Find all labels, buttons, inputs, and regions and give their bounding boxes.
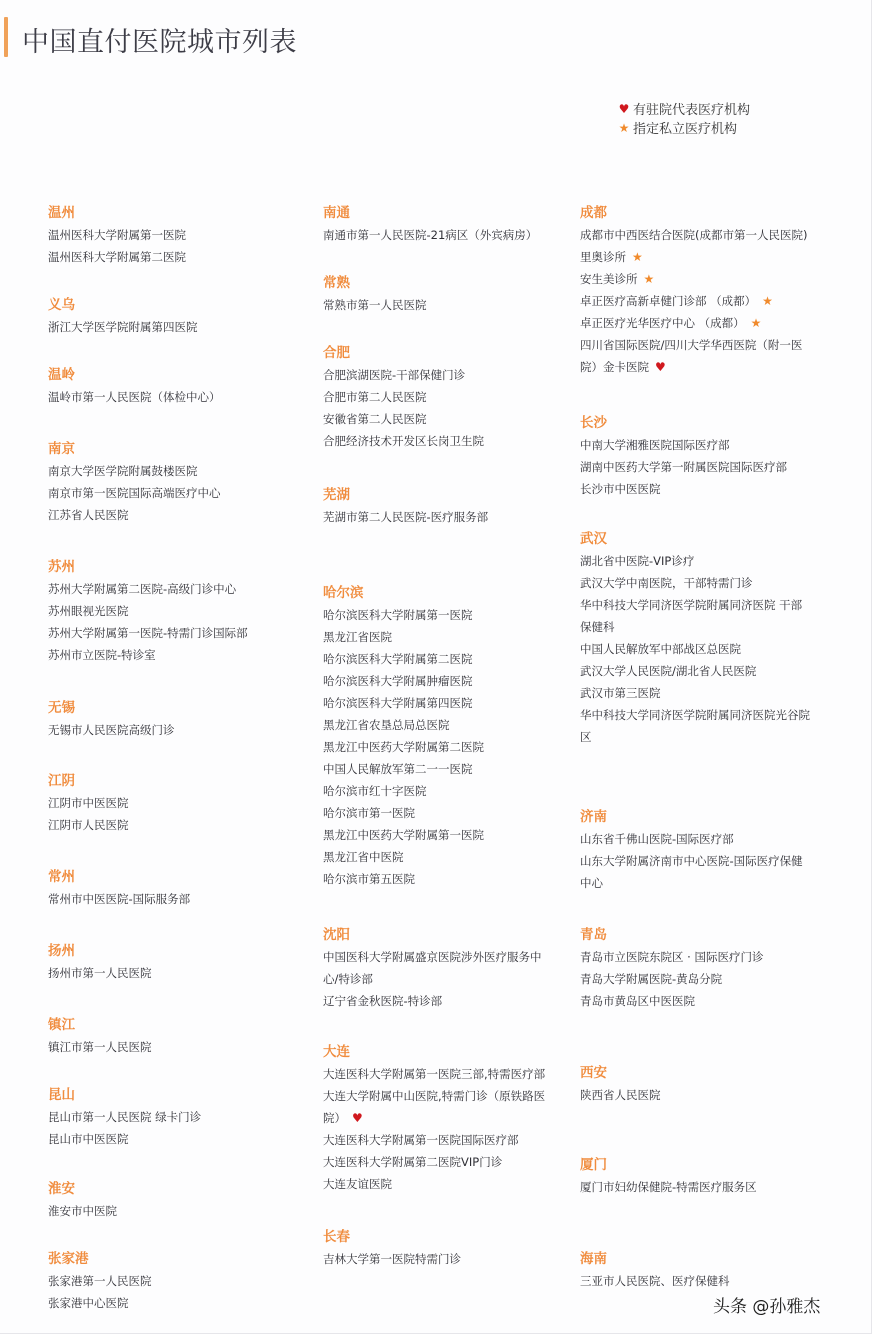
watermark: 头条 @孙雅杰 [713,1297,821,1317]
hospital-name: 哈尔滨医科大学附属第四医院 [323,696,473,710]
city-heading: 芜湖 [323,487,350,503]
hospital-list-item [323,968,542,990]
city-heading: 济南 [580,809,607,825]
hospital-list-item [323,846,484,868]
city-section [48,294,198,338]
hospital-name: 温州医科大学附属第一医院 [48,228,186,242]
city-section [48,770,129,836]
hospital-list-item [323,802,484,824]
hospital-name: 南通市第一人民医院-21病区（外宾病房） [323,228,538,242]
city-heading: 常熟 [323,275,350,291]
hospital-name: 安徽省第二人民医院 [323,412,427,426]
city-heading: 南通 [323,205,350,221]
hospital-list-item [580,1270,730,1292]
hospital-list-item [580,550,810,572]
hospital-list-item [580,1176,757,1198]
hospital-name: 吉林大学第一医院特需门诊 [323,1252,461,1266]
hospital-list-item [48,622,248,644]
hospital-name: 浙江大学医学院附属第四医院 [48,320,198,334]
city-heading: 沈阳 [323,927,350,943]
hospital-list-item [48,386,221,408]
hospital-name: 心/特诊部 [323,972,373,986]
hospital-name: 区 [580,730,592,744]
hospital-name: 昆山市第一人民医院 绿卡门诊 [48,1110,202,1124]
hospital-name: 哈尔滨医科大学附属肿瘤医院 [323,674,473,688]
legend-label: 指定私立医疗机构 [633,122,738,137]
hospital-list-item [323,604,484,626]
hospital-name: 黑龙江省中医院 [323,850,404,864]
city-section [580,1154,757,1198]
city-heading: 哈尔滨 [323,585,364,601]
city-section [580,528,810,748]
hospital-list-item [580,1084,661,1106]
hospital-list-item [323,430,484,452]
hospital-list-item [48,1128,201,1150]
hospital-name: 江阴市人民医院 [48,818,129,832]
hospital-name: 山东省千佛山医院-国际医疗部 [580,832,734,846]
city-section [48,1248,152,1314]
city-section [323,272,427,316]
city-section [48,697,175,741]
hospital-list-item [580,946,763,968]
hospital-list-item [48,814,129,836]
hospital-list-item [580,434,787,456]
hospital-list-item [580,828,803,850]
hospital-list-item [323,1173,545,1195]
star-icon: ★ [632,250,643,264]
star-icon: ★ [762,294,773,308]
hospital-name: 青岛大学附属医院-黄岛分院 [580,972,723,986]
hospital-name: 哈尔滨市红十字医院 [323,784,427,798]
hospital-name: 哈尔滨医科大学附属第二医院 [323,652,473,666]
hospital-list-item [580,334,807,356]
hospital-name: 江苏省人民医院 [48,508,129,522]
hospital-name: 卓正医疗高新卓健门诊部 （成都） [580,294,757,308]
city-heading: 海南 [580,1251,607,1267]
city-section [580,1248,730,1292]
hospital-name: 常州市中医医院-国际服务部 [48,892,191,906]
hospital-name: 昆山市中医医院 [48,1132,129,1146]
hospital-list-item [48,1292,152,1314]
hospital-list-item [323,692,484,714]
hospital-list-item [580,268,807,290]
heart-icon: ♥ [655,360,666,374]
hospital-name: 苏州大学附属第一医院-特需门诊国际部 [48,626,248,640]
hospital-name: 武汉大学人民医院/湖北省人民医院 [580,664,757,678]
hospital-list-item [323,868,484,890]
title-accent-bar [4,17,8,57]
city-section [323,1226,461,1270]
city-heading: 合肥 [323,345,350,361]
hospital-name: 哈尔滨市第五医院 [323,872,415,886]
hospital-list-item [323,824,484,846]
hospital-name: 合肥经济技术开发区长岗卫生院 [323,434,484,448]
hospital-list-item [580,638,810,660]
hospital-name: 张家港第一人民医院 [48,1274,152,1288]
star-icon: ★ [750,316,762,330]
city-heading: 昆山 [48,1087,75,1103]
city-heading: 无锡 [48,700,75,716]
hospital-name: 大连医科大学附属第二医院VIP门诊 [323,1155,503,1169]
hospital-name: 扬州市第一人民医院 [48,966,152,980]
hospital-list-item [323,1129,545,1151]
city-section [48,438,221,526]
city-heading: 厦门 [580,1157,607,1173]
hospital-name: 四川省国际医院/四川大学华西医院（附一医 [580,338,803,352]
hospital-list-item [580,456,787,478]
hospital-list-item [580,312,807,334]
hospital-list-item [48,644,248,666]
hospital-list-item [48,1106,201,1128]
hospital-name: 黑龙江省农垦总局总医院 [323,718,450,732]
star-icon: ★ [618,120,630,135]
hospital-name: 中国医科大学附属盛京医院涉外医疗服务中 [323,950,542,964]
hospital-name: 黑龙江中医药大学附属第二医院 [323,740,484,754]
legend-item-star [617,118,750,137]
hospital-list-item [580,224,807,246]
city-section [48,364,221,408]
hospital-name: 三亚市人民医院、医疗保健科 [580,1274,730,1288]
city-heading: 张家港 [48,1251,89,1267]
hospital-name: 合肥滨湖医院-干部保健门诊 [323,368,466,382]
hospital-name: 大连友谊医院 [323,1177,392,1191]
hospital-name: 安生美诊所 [580,272,638,286]
hospital-list-item [48,888,190,910]
city-heading: 武汉 [580,531,607,547]
hospital-name: 保健科 [580,620,615,634]
city-section [580,806,803,894]
hospital-name: 温州医科大学附属第二医院 [48,250,186,264]
city-heading: 温州 [48,205,75,221]
city-heading: 淮安 [48,1181,75,1197]
hospital-list-item [580,478,787,500]
hospital-list-item [48,792,129,814]
hospital-name: 青岛市立医院东院区 · 国际医疗门诊 [580,950,764,964]
city-heading: 镇江 [48,1017,75,1033]
hospital-name: 华中科技大学同济医学院附属同济医院 干部 [580,598,803,612]
city-heading: 扬州 [48,943,75,959]
hospital-list-item [48,962,152,984]
hospital-name: 中心 [580,876,603,890]
city-section [580,924,763,1012]
hospital-list-item [580,594,810,616]
hospital-name: 合肥市第二人民医院 [323,390,427,404]
hospital-list-item [323,990,542,1012]
hospital-name: 湖北省中医院-VIP诊疗 [580,554,695,568]
hospital-list-item [48,246,186,268]
hospital-list-item [48,460,221,482]
hospital-name: 黑龙江中医药大学附属第一医院 [323,828,484,842]
hospital-name: 温岭市第一人民医院（体检中心） [48,390,221,404]
hospital-name: 苏州市立医院-特诊室 [48,648,156,662]
city-section [48,940,152,984]
city-section [323,484,488,528]
hospital-name: 青岛市黄岛区中医医院 [580,994,695,1008]
hospital-list-item [48,504,221,526]
hospital-name: 院） [323,1111,346,1125]
city-section [323,582,484,890]
hospital-list-item [48,316,198,338]
hospital-name: 大连大学附属中山医院,特需门诊（原铁路医 [323,1089,546,1103]
hospital-list-item [323,224,537,246]
hospital-list-item [48,482,221,504]
city-section [323,924,542,1012]
hospital-list-item [323,364,484,386]
hospital-name: 黑龙江省医院 [323,630,392,644]
hospital-list-item [323,670,484,692]
hospital-list-item [323,1063,545,1085]
hospital-list-item [580,290,807,312]
hospital-list-item [48,1270,152,1292]
city-heading: 温岭 [48,367,75,383]
hospital-name: 中南大学湘雅医院国际医疗部 [580,438,730,452]
hospital-name: 武汉大学中南医院，干部特需门诊 [580,576,753,590]
legend-item-heart [617,99,750,118]
city-section [48,202,186,268]
hospital-list-item [323,408,484,430]
hospital-name: 哈尔滨医科大学附属第一医院 [323,608,473,622]
hospital-list-item [48,1036,152,1058]
star-icon: ★ [643,272,655,286]
hospital-name: 苏州眼视光医院 [48,604,129,618]
hospital-name: 江阴市中医医院 [48,796,129,810]
city-section [48,1084,201,1150]
hospital-list-item [580,968,763,990]
hospital-list-item [580,616,810,638]
city-heading: 江阴 [48,773,75,789]
legend-label: 有驻院代表医疗机构 [633,103,751,118]
hospital-name: 厦门市妇幼保健院-特需医疗服务区 [580,1180,757,1194]
city-heading: 长春 [323,1229,350,1245]
hospital-name: 大连医科大学附属第一医院三部,特需医疗部 [323,1067,546,1081]
city-section [580,1062,661,1106]
hospital-name: 湖南中医药大学第一附属医院国际医疗部 [580,460,787,474]
hospital-list-item [48,1200,117,1222]
city-section [580,202,807,378]
city-section [323,1041,545,1195]
city-heading: 南京 [48,441,75,457]
hospital-list-item [323,1085,545,1107]
hospital-list-item [323,1151,545,1173]
hospital-name: 南京市第一医院国际高端医疗中心 [48,486,221,500]
city-heading: 青岛 [580,927,607,943]
hospital-list-item [323,758,484,780]
hospital-name: 淮安市中医院 [48,1204,117,1218]
hospital-list-item [580,872,803,894]
heart-icon: ♥ [618,101,630,116]
hospital-name: 中国人民解放军第二一一医院 [323,762,473,776]
hospital-list-item [580,704,810,726]
hospital-list-item [323,648,484,670]
hospital-name: 大连医科大学附属第一医院国际医疗部 [323,1133,519,1147]
hospital-name: 陕西省人民医院 [580,1088,661,1102]
hospital-name: 南京大学医学院附属鼓楼医院 [48,464,198,478]
hospital-list-item [580,660,810,682]
hospital-name: 里奥诊所 [580,250,626,264]
city-heading: 苏州 [48,559,75,575]
hospital-name: 华中科技大学同济医学院附属同济医院光谷院 [580,708,810,722]
hospital-name: 辽宁省金秋医院-特诊部 [323,994,443,1008]
hospital-list-item [323,714,484,736]
city-heading: 常州 [48,869,75,885]
city-heading: 成都 [580,205,607,221]
city-section [48,1014,152,1058]
city-heading: 长沙 [580,415,607,431]
hospital-name: 中国人民解放军中部战区总医院 [580,642,741,656]
hospital-list-item [48,224,186,246]
hospital-list-item [323,946,542,968]
hospital-name: 院）金卡医院 [580,360,649,374]
hospital-list-item [323,626,484,648]
hospital-name: 苏州大学附属第二医院-高级门诊中心 [48,582,237,596]
hospital-name: 武汉市第三医院 [580,686,661,700]
legend [617,99,750,137]
hospital-name: 成都市中西医结合医院(成都市第一人民医院) [580,228,808,242]
hospital-list-item [323,506,488,528]
city-heading: 大连 [323,1044,350,1060]
hospital-list-item [323,294,427,316]
hospital-list-item [323,1107,545,1129]
city-section [323,202,537,246]
hospital-name: 芜湖市第二人民医院-医疗服务部 [323,510,489,524]
page-title: 中国直付医院城市列表 [22,27,297,58]
hospital-name: 无锡市人民医院高级门诊 [48,723,175,737]
hospital-list-item [323,386,484,408]
hospital-name: 山东大学附属济南市中心医院-国际医疗保健 [580,854,803,868]
city-section [48,1178,117,1222]
hospital-name: 镇江市第一人民医院 [48,1040,152,1054]
hospital-name: 常熟市第一人民医院 [323,298,427,312]
city-section [48,866,190,910]
hospital-list-item [580,682,810,704]
hospital-list-item [580,246,807,268]
city-heading: 西安 [580,1065,607,1081]
hospital-list-item [323,1248,461,1270]
city-heading: 义乌 [48,297,75,313]
city-section [580,412,787,500]
hospital-list-item [580,356,807,378]
hospital-list-item [48,578,248,600]
hospital-list-item [323,780,484,802]
hospital-list-item [580,990,763,1012]
heart-icon: ♥ [352,1111,363,1125]
city-section [48,556,248,666]
hospital-name: 卓正医疗光华医疗中心 （成都） [580,316,745,330]
hospital-list-item [580,572,810,594]
hospital-name: 长沙市中医医院 [580,482,661,496]
hospital-name: 哈尔滨市第一医院 [323,806,415,820]
hospital-list-item [48,600,248,622]
city-section [323,342,484,452]
hospital-list-item [323,736,484,758]
hospital-list-item [580,850,803,872]
hospital-name: 张家港中心医院 [48,1296,129,1310]
hospital-list-item [48,719,175,741]
hospital-list-item [580,726,810,748]
